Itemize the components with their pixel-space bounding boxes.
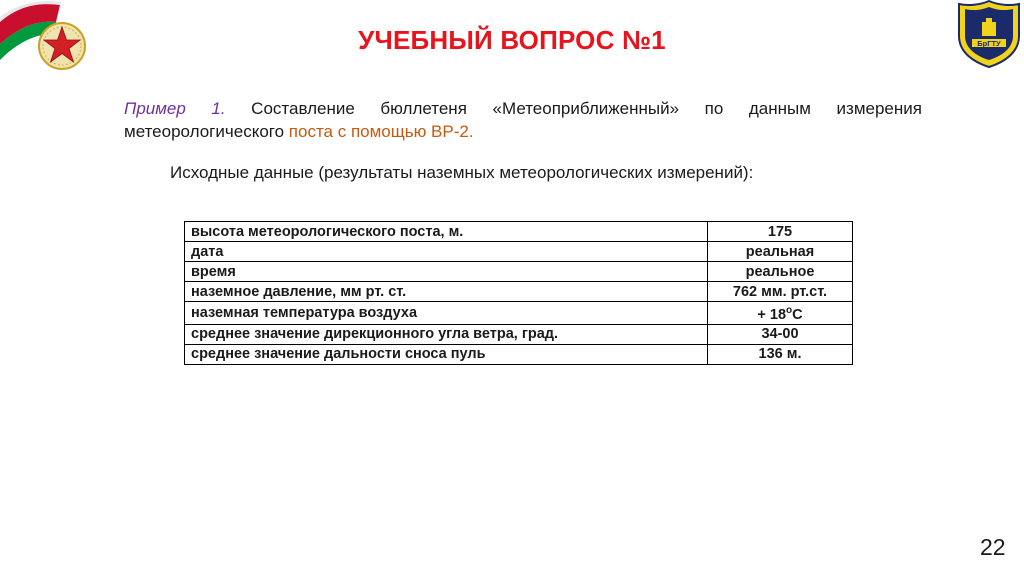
university-abbr: БрГТУ <box>977 39 1001 48</box>
param-cell: среднее значение дальности сноса пуль <box>185 344 708 364</box>
table-row <box>185 282 853 302</box>
value-cell: 136 м. <box>708 344 853 364</box>
temperature-value: + 18 <box>757 306 787 323</box>
table-row <box>185 302 853 325</box>
example-paragraph <box>124 97 922 143</box>
value-cell: 762 мм. рт.ст. <box>708 282 853 302</box>
table-row <box>185 344 853 364</box>
table-row <box>185 242 853 262</box>
param-cell: наземное давление, мм рт. ст. <box>185 282 708 302</box>
value-cell: реальная <box>708 242 853 262</box>
param-cell: высота метеорологического поста, м. <box>185 222 708 242</box>
page-number: 22 <box>980 534 1006 560</box>
table-row <box>185 222 853 242</box>
value-cell: реальное <box>708 262 853 282</box>
param-cell: время <box>185 262 708 282</box>
table-row <box>185 324 853 344</box>
value-cell: 34-00 <box>708 324 853 344</box>
example-accent: поста с помощью ВР-2. <box>288 122 474 141</box>
example-label: Пример 1. <box>124 99 226 118</box>
value-cell <box>708 302 853 325</box>
measurements-table <box>184 221 853 365</box>
example-text: Составление бюллетеня «Метеоприближенный» по данным измерения метеорологического <box>124 99 922 141</box>
table-row <box>185 262 853 282</box>
param-cell: наземная температура воздуха <box>185 302 708 325</box>
temperature-unit: C <box>792 306 803 323</box>
degree-sup: o <box>786 305 793 316</box>
slide-title: УЧЕБНЫЙ ВОПРОС №1 <box>358 25 666 55</box>
source-data-heading: Исходные данные (результаты наземных метеорологических измерений): <box>170 163 754 182</box>
value-cell: 175 <box>708 222 853 242</box>
param-cell: дата <box>185 242 708 262</box>
param-cell: среднее значение дирекционного угла ветра, град. <box>185 324 708 344</box>
